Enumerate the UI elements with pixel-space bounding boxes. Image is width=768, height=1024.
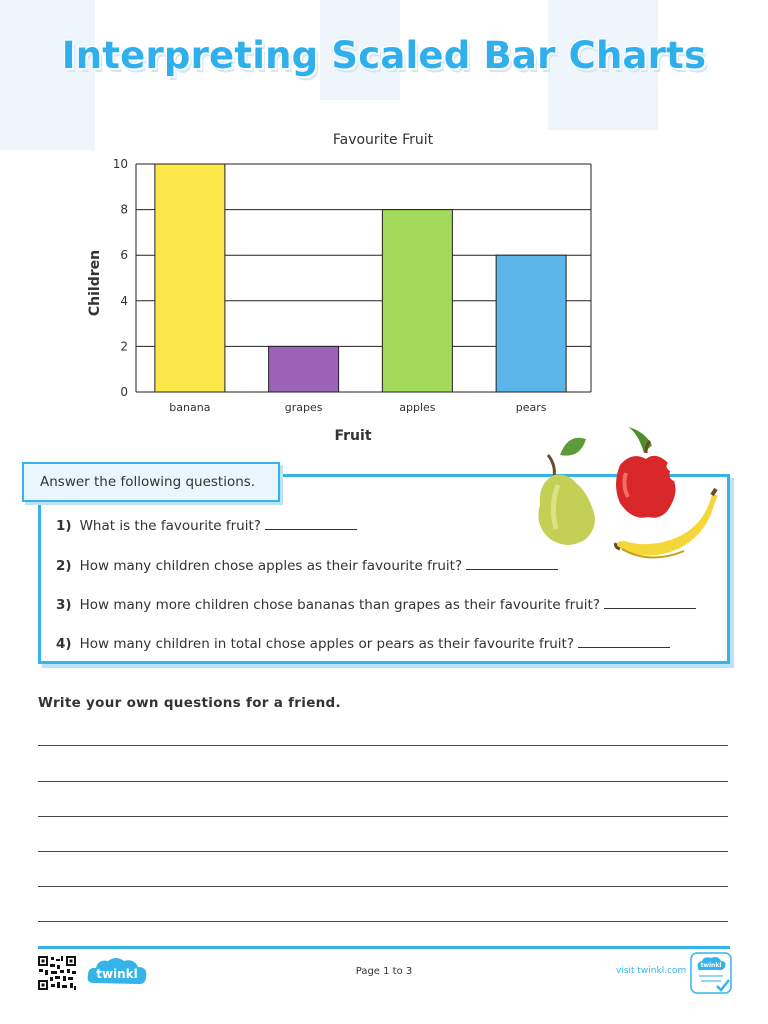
answer-blank[interactable]: [604, 597, 696, 609]
y-axis-label: Children: [87, 249, 103, 317]
x-tick-label: banana: [169, 401, 211, 414]
writing-line[interactable]: [38, 816, 728, 817]
question-text: How many more children chose bananas than grapes as their favourite fruit?: [79, 597, 600, 613]
pear-icon: [538, 438, 595, 545]
question-number: 3): [56, 597, 72, 613]
question-4: [56, 636, 670, 652]
x-tick-label: apples: [399, 401, 436, 414]
x-axis-label: Fruit: [334, 428, 372, 444]
apple-icon: [616, 427, 676, 518]
y-tick-label: 8: [120, 202, 128, 217]
y-tick-label: 0: [120, 385, 128, 399]
answer-blank[interactable]: [578, 636, 670, 648]
x-tick-label: pears: [515, 401, 547, 414]
fruit-illustration: [528, 425, 728, 585]
bar-grapes: [269, 346, 339, 392]
y-tick-label: 4: [120, 293, 128, 308]
own-questions-label: Write your own questions for a friend.: [38, 695, 341, 711]
bar-chart-svg: [70, 120, 610, 450]
questions-header: Answer the following questions.: [22, 462, 280, 502]
footer-divider: [38, 946, 730, 949]
question-number: 2): [56, 558, 72, 574]
question-3: [56, 597, 696, 613]
bar-chart: [70, 120, 610, 450]
chart-title: Favourite Fruit: [332, 132, 434, 148]
answer-blank[interactable]: [265, 518, 357, 530]
bar-apples: [382, 210, 452, 392]
question-number: 4): [56, 636, 72, 652]
question-number: 1): [56, 518, 72, 534]
writing-line[interactable]: [38, 851, 728, 852]
bar-pears: [496, 255, 566, 392]
visit-link[interactable]: visit twinkl.com: [616, 966, 687, 976]
writing-line[interactable]: [38, 886, 728, 887]
y-tick-label: 10: [112, 157, 128, 171]
question-text: What is the favourite fruit?: [79, 518, 261, 534]
x-tick-label: grapes: [284, 401, 323, 414]
badge-text: twinkl: [700, 962, 722, 969]
y-tick-label: 2: [120, 339, 128, 354]
question-text: How many children chose apples as their favourite fruit?: [79, 558, 463, 574]
twinkl-logo-text: twinkl: [96, 967, 138, 981]
question-2: [56, 558, 558, 574]
writing-line[interactable]: [38, 781, 728, 782]
page-title: Interpreting Scaled Bar Charts: [61, 34, 707, 77]
y-tick-label: 6: [120, 248, 128, 263]
question-1: [56, 518, 357, 534]
writing-line[interactable]: [38, 745, 728, 746]
writing-line[interactable]: [38, 921, 728, 922]
quality-badge-icon: [690, 952, 732, 994]
bar-banana: [155, 164, 225, 392]
page-number: Page 1 to 3: [355, 966, 413, 977]
question-text: How many children in total chose apples or pears as their favourite fruit?: [79, 636, 575, 652]
